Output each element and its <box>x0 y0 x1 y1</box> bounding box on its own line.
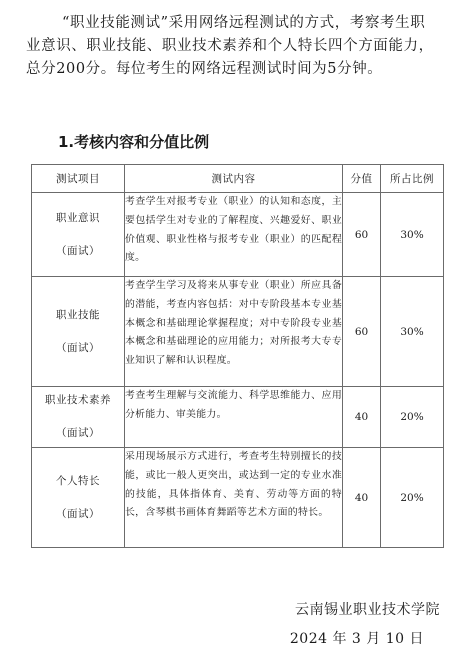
ratio-cell: 30% <box>381 277 444 387</box>
item-mode: （面试） <box>56 244 100 257</box>
item-name: 职业技能 <box>56 308 100 321</box>
assessment-table <box>31 164 444 548</box>
document-date: 2024 年 3 月 10 日 <box>289 631 424 647</box>
item-name: 职业技术素养 <box>45 394 111 406</box>
item-name: 职业意识 <box>56 211 100 224</box>
score-cell: 60 <box>343 193 381 277</box>
item-mode: （面试） <box>56 427 100 439</box>
header-content: 测试内容 <box>125 165 343 193</box>
header-item: 测试项目 <box>32 165 125 193</box>
intro-paragraph: “职业技能测试”采用网络远程测试的方式，考察考生职业意识、职业技能、职业技术素养和个人特长四个方面能力，总分200分。每位考生的网络远程测试时间为5分钟。 <box>26 15 434 77</box>
table-row <box>32 448 444 548</box>
table-row <box>32 277 444 387</box>
item-cell <box>32 387 125 448</box>
content-cell: 考查学生学习及将来从事专业（职业）所应具备的潜能，考查内容包括：对中专阶段基本专业基本概念和基础理论掌握程度；对中专阶段专业基本概念和基础理论的应用能力；对所报考大专专业知识了解和认识程度。 <box>125 277 343 387</box>
content-cell: 采用现场展示方式进行，考查考生特别擅长的技能，或比一般人更突出，或达到一定的专业水准的技能，具体指体育、美育、劳动等方面的特长，含琴棋书画体育舞蹈等艺术方面的特长。 <box>125 448 343 548</box>
score-cell: 60 <box>343 277 381 387</box>
item-name: 个人特长 <box>56 474 100 487</box>
table-row <box>32 193 444 277</box>
content-cell: 考查学生对报考专业（职业）的认知和态度，主要包括学生对专业的了解程度、兴趣爱好、职业价值观、职业性格与报考专业（职业）的匹配程度。 <box>125 193 343 277</box>
item-mode: （面试） <box>56 507 100 520</box>
score-cell: 40 <box>343 448 381 548</box>
section-heading: 1.考核内容和分值比例 <box>58 133 210 151</box>
item-cell <box>32 277 125 387</box>
ratio-cell: 20% <box>381 387 444 448</box>
item-cell <box>32 448 125 548</box>
organization-name: 云南锡业职业技术学院 <box>295 602 440 618</box>
item-cell <box>32 193 125 277</box>
item-mode: （面试） <box>56 341 100 354</box>
header-score: 分值 <box>343 165 381 193</box>
header-ratio: 所占比例 <box>381 165 444 193</box>
table-row <box>32 387 444 448</box>
content-cell: 考查考生理解与交流能力、科学思维能力、应用分析能力、审美能力。 <box>125 387 343 448</box>
ratio-cell: 20% <box>381 448 444 548</box>
ratio-cell: 30% <box>381 193 444 277</box>
table-header-row <box>32 165 444 193</box>
score-cell: 40 <box>343 387 381 448</box>
